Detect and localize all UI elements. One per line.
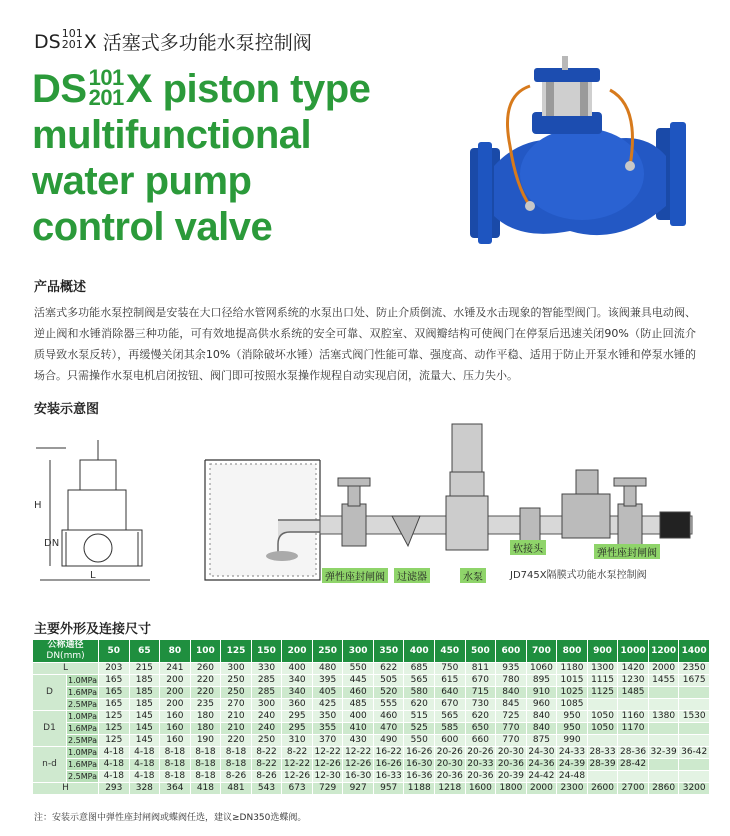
table-row-l [33,663,710,675]
d1-cell: 350 [312,711,343,723]
english-title: DS 101 201 X piston type multifunctional water pump control valve [32,65,371,249]
d-cell: 405 [312,687,343,699]
l-cell: 550 [343,663,374,675]
h-cell: 1600 [465,783,496,795]
d1-cell: 875 [526,735,557,747]
overview-heading: 产品概述 [34,280,87,295]
d-cell: 270 [221,699,252,711]
h-cell: 1800 [496,783,527,795]
d1-cell [648,723,679,735]
d-cell: 1230 [618,675,649,687]
pressure-label: 1.0MPa [68,676,97,685]
dn-header-cell [33,640,99,663]
dn-header-sub: DN(mm) [46,651,85,661]
d1-cell: 180 [190,723,221,735]
d1-cell: 145 [129,711,160,723]
d-cell: 960 [526,699,557,711]
table-row-d [33,675,710,687]
table-row-nd [33,771,710,783]
dn-cell: 200 [282,640,313,663]
nd-cell: 16-26 [404,747,435,759]
h-cell: 2700 [618,783,649,795]
nd-cell: 24-36 [526,759,557,771]
d1-cell: 565 [435,711,466,723]
d-cell: 670 [465,675,496,687]
h-cell: 729 [312,783,343,795]
d1-cell: 770 [496,723,527,735]
d-cell: 250 [221,675,252,687]
dim-l-label: L [90,570,96,581]
d1-cell: 460 [373,711,404,723]
d1-cell: 190 [190,735,221,747]
d-cell: 340 [282,675,313,687]
nd-cell: 8-18 [221,747,252,759]
nd-cell: 16-22 [373,747,404,759]
d1-cell: 600 [435,735,466,747]
d1-cell: 295 [282,711,313,723]
d-cell: 670 [435,699,466,711]
d-cell: 165 [99,699,130,711]
d1-cell: 585 [435,723,466,735]
row-label-l: L [33,663,99,675]
d1-cell: 840 [526,723,557,735]
l-cell: 480 [312,663,343,675]
d1-cell: 620 [465,711,496,723]
dn-cell: 1400 [679,640,710,663]
chinese-title: DS 101 201 X 活塞式多功能水泵控制阀 [34,26,312,54]
pressure-label: 1.0MPa [68,712,97,721]
elastic-seat-valve-label-right: 弹性座封闸阀 [594,544,660,559]
d-cell: 840 [496,687,527,699]
nd-cell: 8-18 [190,759,221,771]
d1-cell: 650 [465,723,496,735]
d-cell: 185 [129,675,160,687]
d1-cell: 950 [557,711,588,723]
nd-cell: 8-22 [282,747,313,759]
d1-cell: 470 [373,723,404,735]
d-cell: 895 [526,675,557,687]
l-cell: 330 [251,663,282,675]
nd-cell: 4-18 [129,759,160,771]
d-cell: 285 [251,675,282,687]
nd-cell: 28-33 [587,747,618,759]
dn-cell: 50 [99,640,130,663]
d-cell: 1085 [557,699,588,711]
nd-cell: 12-30 [312,771,343,783]
nd-cell: 8-26 [251,771,282,783]
nd-cell: 4-18 [129,747,160,759]
d1-cell: 950 [557,723,588,735]
l-cell: 260 [190,663,221,675]
d1-cell: 210 [221,711,252,723]
d-cell: 715 [465,687,496,699]
table-row-d [33,687,710,699]
h-cell: 673 [282,783,313,795]
nd-cell: 12-22 [312,747,343,759]
nd-cell: 8-22 [251,747,282,759]
d-cell: 200 [160,699,191,711]
d-cell: 285 [251,687,282,699]
d-cell: 1025 [557,687,588,699]
nd-cell: 20-36 [465,771,496,783]
nd-cell: 8-18 [160,759,191,771]
dn-cell: 500 [465,640,496,663]
d1-cell: 125 [99,711,130,723]
d1-cell: 240 [251,723,282,735]
nd-cell: 20-26 [435,747,466,759]
h-cell: 1188 [404,783,435,795]
valve-product-image [470,56,698,246]
dn-cell: 1200 [648,640,679,663]
h-cell: 957 [373,783,404,795]
d-cell: 1675 [679,675,710,687]
dn-cell: 80 [160,640,191,663]
d-cell: 565 [404,675,435,687]
nd-cell: 20-36 [435,771,466,783]
d1-cell: 770 [496,735,527,747]
nd-cell: 12-22 [343,747,374,759]
h-cell: 364 [160,783,191,795]
nd-cell: 20-33 [465,759,496,771]
nd-cell: 32-39 [648,747,679,759]
d1-cell [679,723,710,735]
d-cell: 395 [312,675,343,687]
nd-cell: 20-36 [496,759,527,771]
d1-cell: 1530 [679,711,710,723]
d-cell: 235 [190,699,221,711]
nd-cell [679,759,710,771]
pressure-label: 2.5MPa [68,736,97,745]
d1-cell: 525 [404,723,435,735]
h-cell: 2600 [587,783,618,795]
nd-cell: 20-26 [465,747,496,759]
d1-cell: 370 [312,735,343,747]
d1-cell: 840 [526,711,557,723]
row-group-d1: D1 [33,711,67,747]
nd-cell: 28-36 [618,747,649,759]
l-cell: 241 [160,663,191,675]
h-cell: 293 [99,783,130,795]
table-row-nd [33,747,710,759]
d-cell: 505 [373,675,404,687]
d1-cell: 180 [190,711,221,723]
d-cell [679,699,710,711]
installation-diagram [20,420,710,602]
pressure-label: 1.6MPa [68,688,97,697]
l-cell: 2350 [679,663,710,675]
elastic-seat-valve-label-left: 弹性座封闸阀 [322,568,388,583]
table-row-h [33,783,710,795]
d1-cell: 250 [251,735,282,747]
nd-cell [648,759,679,771]
nd-cell: 16-30 [343,771,374,783]
d1-cell: 295 [282,723,313,735]
d-cell: 200 [160,675,191,687]
d-cell: 445 [343,675,374,687]
h-cell: 3200 [679,783,710,795]
dn-cell: 100 [190,640,221,663]
d-cell: 1015 [557,675,588,687]
nd-cell: 20-30 [496,747,527,759]
d-cell: 220 [190,687,221,699]
nd-cell: 8-18 [190,771,221,783]
d-cell: 165 [99,675,130,687]
d1-cell [618,735,649,747]
d-cell: 640 [435,687,466,699]
d-cell: 620 [404,699,435,711]
dn-cell: 150 [251,640,282,663]
d-cell: 615 [435,675,466,687]
d1-cell: 145 [129,723,160,735]
installation-heading: 安装示意图 [34,402,100,417]
h-cell: 1218 [435,783,466,795]
nd-cell: 16-36 [404,771,435,783]
pump-label: 水泵 [460,568,486,583]
d1-cell: 125 [99,723,130,735]
nd-cell: 8-18 [160,747,191,759]
d-cell [587,699,618,711]
d1-cell: 430 [343,735,374,747]
d1-cell: 1380 [648,711,679,723]
d1-cell: 1160 [618,711,649,723]
nd-cell: 24-42 [526,771,557,783]
nd-cell: 24-33 [557,747,588,759]
l-cell: 215 [129,663,160,675]
h-cell: 481 [221,783,252,795]
row-label-h: H [33,783,99,795]
h-cell: 2300 [557,783,588,795]
pressure-label: 1.6MPa [68,760,97,769]
nd-cell: 12-22 [282,759,313,771]
nd-cell: 12-26 [282,771,313,783]
nd-cell: 28-42 [618,759,649,771]
pressure-label: 1.0MPa [68,748,97,757]
nd-cell: 8-26 [221,771,252,783]
jd-valve-label: JD745X隔膜式功能水泵控制阀 [510,570,647,581]
h-cell: 2000 [526,783,557,795]
d1-cell: 990 [557,735,588,747]
d1-cell [587,735,618,747]
nd-cell: 16-33 [373,771,404,783]
l-cell: 2000 [648,663,679,675]
d-cell: 580 [404,687,435,699]
dn-cell: 700 [526,640,557,663]
product-description: 活塞式多功能水泵控制阀是安装在大口径给水管网系统的水泵出口处、防止介质倒流、水锤及水击现象的智能型阀门。该阀兼具电动阀、逆止阀和水锤消除器三种功能，可有效地提高供水系统的安全可靠、双腔室、双阀瓣结构可使阀门在停泵后迅速关闭90%（防止回流介质导致水泵反转），再缓慢关闭其余10%（消除破坏水锤）活塞式阀门性能可靠、强度高、动作平稳、适用于防止开泵水锤和停泵水锤的场合。只需操作水泵电机启闭按钮、阀门即可按照水泵操作规程自动实现启闭，流量大、压力失小。 [34,306,696,382]
table-row-d1 [33,723,710,735]
soft-joint-label: 软接头 [510,540,546,555]
d-cell: 340 [282,687,313,699]
d1-cell: 1050 [587,723,618,735]
d1-cell: 550 [404,735,435,747]
l-cell: 1420 [618,663,649,675]
nd-cell [587,771,618,783]
l-cell: 1180 [557,663,588,675]
d-cell: 1115 [587,675,618,687]
d-cell: 200 [160,687,191,699]
dim-dn-label: DN [44,538,60,549]
dn-cell: 65 [129,640,160,663]
d-cell [648,687,679,699]
d1-cell: 220 [221,735,252,747]
d1-cell [648,735,679,747]
d-cell: 555 [373,699,404,711]
dn-cell: 1000 [618,640,649,663]
d-cell: 730 [465,699,496,711]
pressure-label: 2.5MPa [68,700,97,709]
d1-cell: 515 [404,711,435,723]
d1-cell: 410 [343,723,374,735]
nd-cell: 36-42 [679,747,710,759]
nd-cell: 20-39 [496,771,527,783]
l-cell: 1300 [587,663,618,675]
d-cell [648,699,679,711]
d-cell: 1455 [648,675,679,687]
table-row-d1 [33,711,710,723]
dn-cell: 450 [435,640,466,663]
d-cell: 250 [221,687,252,699]
nd-cell: 8-22 [251,759,282,771]
nd-cell: 4-18 [129,771,160,783]
nd-cell: 24-39 [557,759,588,771]
d1-cell: 145 [129,735,160,747]
footnote: 注：安装示意图中弹性座封闸阀或蝶阀任选，建议≥DN350选蝶阀。 [34,813,307,823]
nd-cell: 8-18 [190,747,221,759]
d-cell: 460 [343,687,374,699]
d1-cell: 125 [99,735,130,747]
l-cell: 935 [496,663,527,675]
d-cell: 185 [129,699,160,711]
nd-cell [618,771,649,783]
nd-cell [648,771,679,783]
d-cell: 910 [526,687,557,699]
l-cell: 400 [282,663,313,675]
d-cell: 520 [373,687,404,699]
nd-cell: 24-48 [557,771,588,783]
d1-cell: 160 [160,723,191,735]
dn-cell: 125 [221,640,252,663]
d1-cell: 160 [160,711,191,723]
h-cell: 927 [343,783,374,795]
l-cell: 811 [465,663,496,675]
dn-cell: 800 [557,640,588,663]
nd-cell: 16-30 [404,759,435,771]
dn-cell: 400 [404,640,435,663]
d-cell: 165 [99,687,130,699]
nd-cell [679,771,710,783]
pressure-label: 1.6MPa [68,724,97,733]
d-cell: 1485 [618,687,649,699]
table-row-d1 [33,735,710,747]
row-group-nd: n-d [33,747,67,783]
row-group-d: D [33,675,67,711]
dn-cell: 900 [587,640,618,663]
d-cell: 485 [343,699,374,711]
d1-cell: 1170 [618,723,649,735]
l-cell: 685 [404,663,435,675]
dn-header-label: 公称通径 [47,640,84,650]
l-cell: 1060 [526,663,557,675]
d1-cell: 240 [251,711,282,723]
table-header-row [33,640,710,663]
d-cell: 220 [190,675,221,687]
d-cell: 185 [129,687,160,699]
d1-cell: 310 [282,735,313,747]
d-cell [679,687,710,699]
d1-cell: 355 [312,723,343,735]
dn-cell: 300 [343,640,374,663]
d-cell: 360 [282,699,313,711]
d1-cell: 210 [221,723,252,735]
d-cell [618,699,649,711]
nd-cell: 28-39 [587,759,618,771]
l-cell: 750 [435,663,466,675]
nd-cell: 12-26 [343,759,374,771]
h-cell: 418 [190,783,221,795]
d1-cell: 660 [465,735,496,747]
dn-cell: 350 [373,640,404,663]
d-cell: 425 [312,699,343,711]
dn-cell: 250 [312,640,343,663]
dimensions-table [32,639,710,795]
nd-cell: 8-18 [221,759,252,771]
d-cell: 780 [496,675,527,687]
d-cell: 1125 [587,687,618,699]
dimensions-heading: 主要外形及连接尺寸 [34,622,152,637]
h-cell: 328 [129,783,160,795]
d1-cell: 1050 [587,711,618,723]
l-cell: 622 [373,663,404,675]
filter-label: 过滤器 [394,568,430,583]
h-cell: 543 [251,783,282,795]
d1-cell [679,735,710,747]
table-row-nd [33,759,710,771]
d-cell: 845 [496,699,527,711]
l-cell: 203 [99,663,130,675]
dim-h-label: H [34,500,42,511]
d1-cell: 490 [373,735,404,747]
nd-cell: 4-18 [99,771,130,783]
nd-cell: 4-18 [99,747,130,759]
d1-cell: 160 [160,735,191,747]
nd-cell: 24-30 [526,747,557,759]
d1-cell: 400 [343,711,374,723]
d-cell: 300 [251,699,282,711]
l-cell: 300 [221,663,252,675]
d1-cell: 725 [496,711,527,723]
pressure-label: 2.5MPa [68,772,97,781]
nd-cell: 20-30 [435,759,466,771]
nd-cell: 16-26 [373,759,404,771]
table-row-d [33,699,710,711]
nd-cell: 4-18 [99,759,130,771]
nd-cell: 12-26 [312,759,343,771]
dn-cell: 600 [496,640,527,663]
nd-cell: 8-18 [160,771,191,783]
h-cell: 2860 [648,783,679,795]
